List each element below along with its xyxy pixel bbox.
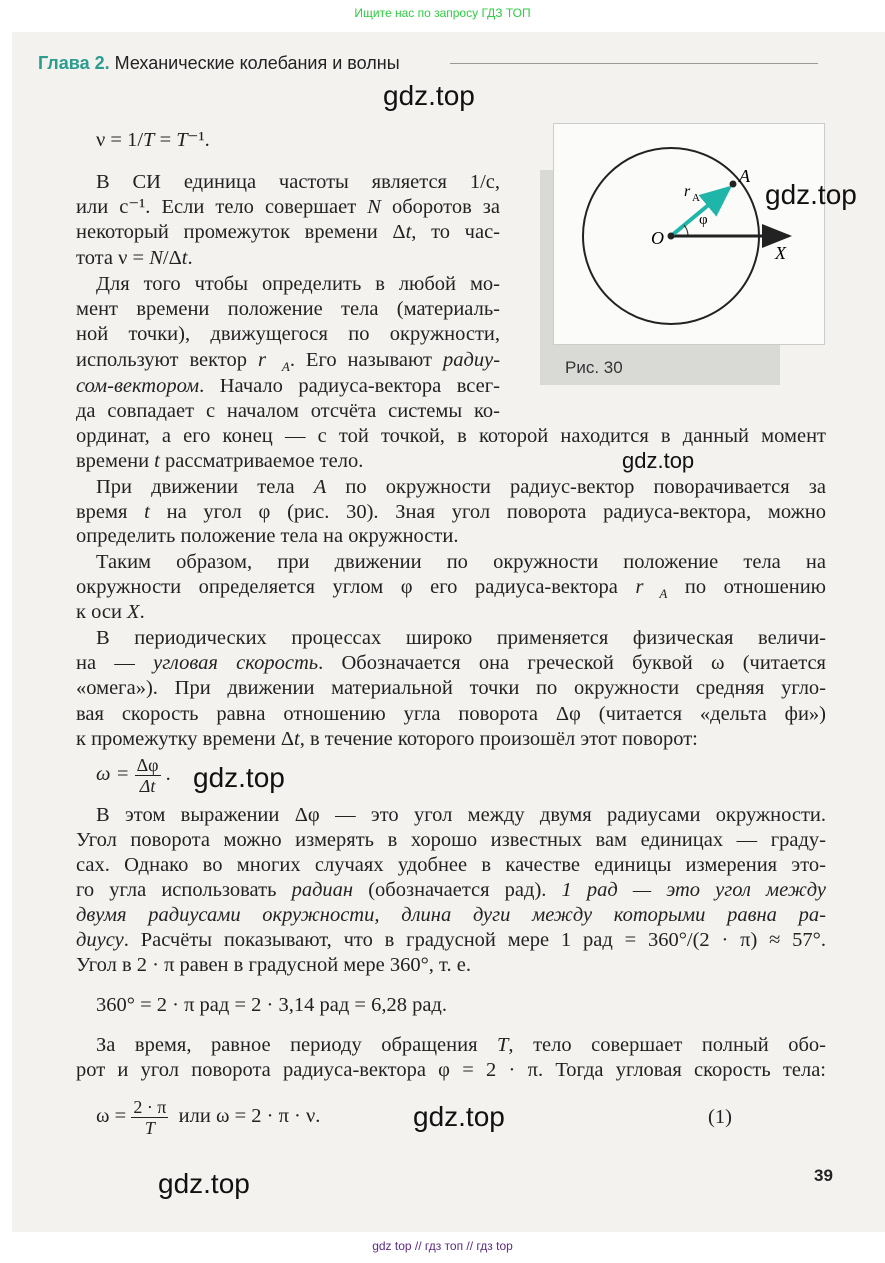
text-segment: угловая скорость [153, 652, 319, 674]
text-segment: диусу [76, 929, 124, 951]
text-segment: , в течение которого произошёл этот поворот: [299, 728, 698, 750]
text-segment: на — [76, 652, 154, 674]
chapter-number: Глава 2. [38, 53, 110, 73]
text-line [76, 246, 193, 270]
text-segment: Угол поворота можно измерять в хорошо известных вам единицах — граду- [76, 829, 826, 851]
text-segment: r⃗ [635, 576, 660, 598]
origin-point [668, 233, 675, 240]
text-segment: . Обозначается она греческой буквой ω (читается [318, 652, 826, 674]
text-segment: /Δ [162, 247, 182, 269]
watermark: gdz.top [622, 448, 695, 473]
text-line [96, 626, 826, 650]
label-A: A [739, 166, 750, 186]
text-segment: t [405, 221, 412, 243]
text-line [76, 424, 826, 448]
text-line [76, 928, 826, 952]
text-line [96, 170, 500, 194]
text-line [76, 651, 826, 675]
text-segment: двумя радиусами окружности, длина дуги между которыми равна ра- [76, 904, 826, 926]
text-segment: В этом выражении Δφ — это угол между двумя радиусами окружности. [96, 804, 826, 826]
text-segment: X [127, 601, 140, 623]
top-banner[interactable]: Ищите нас по запросу ГДЗ ТОП [354, 6, 531, 20]
text-line [96, 272, 500, 296]
text-segment: ной точки), движущегося по окружности, [76, 323, 500, 345]
text-segment: t [144, 501, 150, 523]
text-line [76, 727, 698, 751]
text-segment: . [139, 601, 145, 623]
text-segment: окружности определяется углом φ его радиуса-вектора [76, 576, 636, 598]
text-line [76, 702, 826, 726]
page-number: 39 [814, 1166, 833, 1185]
text-line [76, 322, 500, 346]
watermark: gdz.top [193, 762, 285, 793]
text-segment: В СИ единица частоты является 1/с, [96, 171, 500, 193]
text-segment: определить положение тела на окружности. [76, 525, 459, 547]
formula-1: ω = $\frac{2 \cdot \pi}{T}$ или ω = 2 · π · ν. [96, 1097, 321, 1138]
text-segment: рот и угол поворота радиуса-вектора φ = 2 · π. Тогда угловая скорость тела: [76, 1059, 826, 1081]
text-segment: оборотов за [380, 196, 500, 218]
text-line [76, 600, 145, 624]
text-segment: тота ν = [76, 247, 150, 269]
text-segment: используют вектор [76, 349, 258, 371]
text-segment: T [497, 1034, 509, 1056]
text-line [76, 676, 826, 700]
text-segment: Для того чтобы определить в любой мо- [96, 273, 500, 295]
text-line [76, 953, 471, 977]
text-segment: сом-вектором [76, 375, 200, 397]
text-segment: 1 рад — это угол между [561, 879, 826, 901]
text-line [76, 449, 363, 473]
text-segment: к оси [76, 601, 128, 623]
label-phi: φ [699, 212, 708, 228]
footer-links[interactable]: gdz top // гдз топ // гдз top [372, 1239, 513, 1253]
point-a [730, 181, 737, 188]
text-segment: время [76, 501, 145, 523]
text-segment: Угол в 2 · π равен в градусной мере 360°, т. е. [76, 954, 471, 976]
text-line [76, 399, 500, 423]
text-segment: Таким образом, при движении по окружности положение тела на [96, 551, 826, 573]
text-line [96, 475, 826, 499]
text-segment: T [143, 129, 155, 151]
text-segment: . Его называют [289, 349, 443, 371]
text-segment: При движении тела [96, 476, 314, 498]
text-line [76, 1058, 826, 1082]
text-line [76, 220, 500, 244]
text-line [96, 550, 826, 574]
text-segment: N [367, 196, 381, 218]
text-segment: по отношению [667, 576, 826, 598]
figure-30 [553, 123, 825, 345]
text-segment: = [154, 129, 177, 151]
text-line [76, 374, 500, 398]
text-segment: вая скорость равна отношению угла поворота Δφ (читается «дельта фи») [76, 703, 826, 725]
figure-caption: Рис. 30 [565, 358, 623, 377]
text-segment: радиу- [442, 349, 501, 371]
text-line [96, 1033, 826, 1057]
text-segment: ⁻¹. [187, 129, 210, 151]
text-line [76, 903, 826, 927]
watermark: gdz.top [158, 1168, 250, 1199]
text-segment: T [176, 129, 188, 151]
chapter-header [38, 53, 400, 74]
watermark: gdz.top [765, 179, 857, 210]
text-segment: «омега»). При движении материальной точки по окружности средняя угло- [76, 677, 826, 699]
text-line [76, 878, 826, 902]
watermark: gdz.top [383, 80, 475, 111]
text-line [76, 500, 826, 524]
text-segment: N [149, 247, 163, 269]
formula-omega-avg: ω = $\frac{\Delta\varphi}{\Delta t}$ . [96, 755, 171, 796]
text-segment: да совпадает с началом отсчёта системы ко- [76, 400, 500, 422]
text-segment: t [181, 247, 188, 269]
text-segment: на угол φ (рис. 30). Зная угол поворота радиуса-вектора, можно [149, 501, 826, 523]
text-segment: или с⁻¹. Если тело совершает [76, 196, 368, 218]
header-rule [450, 63, 818, 64]
text-segment: некоторый промежуток времени Δ [76, 221, 406, 243]
chapter-title: Механические колебания и волны [114, 53, 400, 73]
text-segment: A [281, 359, 290, 375]
text-segment: времени [76, 450, 155, 472]
text-segment: В периодических процессах широко применяется физическая величи- [96, 627, 826, 649]
label-X: X [775, 243, 786, 263]
text-line [76, 828, 826, 852]
text-segment: по окружности радиус-вектор поворачивается за [326, 476, 826, 498]
text-segment: 360° = 2 · π рад = 2 · 3,14 рад = 6,28 рад. [96, 994, 447, 1016]
text-segment: сах. Однако во многих случаях удобнее в качестве единицы измерения это- [76, 854, 826, 876]
text-line [76, 297, 500, 321]
text-segment: t [294, 728, 300, 750]
text-segment: , то час- [411, 221, 500, 243]
text-segment: A [313, 476, 327, 498]
formula-number: (1) [708, 1106, 732, 1128]
watermark: gdz.top [413, 1101, 505, 1132]
label-r-sub: A [692, 192, 700, 204]
text-segment: . [187, 247, 193, 269]
text-line [76, 195, 500, 219]
text-line [96, 128, 210, 152]
text-line [96, 993, 447, 1017]
text-segment: ν = 1/ [96, 129, 144, 151]
text-line [96, 803, 826, 827]
text-segment: r⃗ [257, 349, 282, 371]
text-segment: . Расчёты показывают, что в градусной мере 1 рад = 360°/(2 · π) ≈ 57°. [123, 929, 826, 951]
text-segment: рассматриваемое тело. [159, 450, 364, 472]
text-segment: го угла использовать [76, 879, 292, 901]
text-line [76, 348, 501, 375]
text-segment: мент времени положение тела (материаль- [76, 298, 500, 320]
text-segment: A [659, 586, 668, 602]
text-segment: ординат, а его конец — с той точкой, в которой находится в данный момент [76, 425, 826, 447]
circle-diagram [554, 124, 824, 344]
text-segment: t [154, 450, 160, 472]
text-segment: радиан [291, 879, 354, 901]
text-line [76, 524, 458, 548]
label-O: O [651, 228, 664, 248]
text-line [76, 853, 826, 877]
text-segment: , тело совершает полный обо- [508, 1034, 826, 1056]
text-segment: (обозначается рад). [353, 879, 562, 901]
label-r: r [684, 183, 691, 200]
text-segment: . Начало радиуса-вектора всег- [199, 375, 500, 397]
text-line [76, 575, 826, 602]
text-segment: За время, равное периоду обращения [96, 1034, 498, 1056]
text-segment: к промежутку времени Δ [76, 728, 295, 750]
